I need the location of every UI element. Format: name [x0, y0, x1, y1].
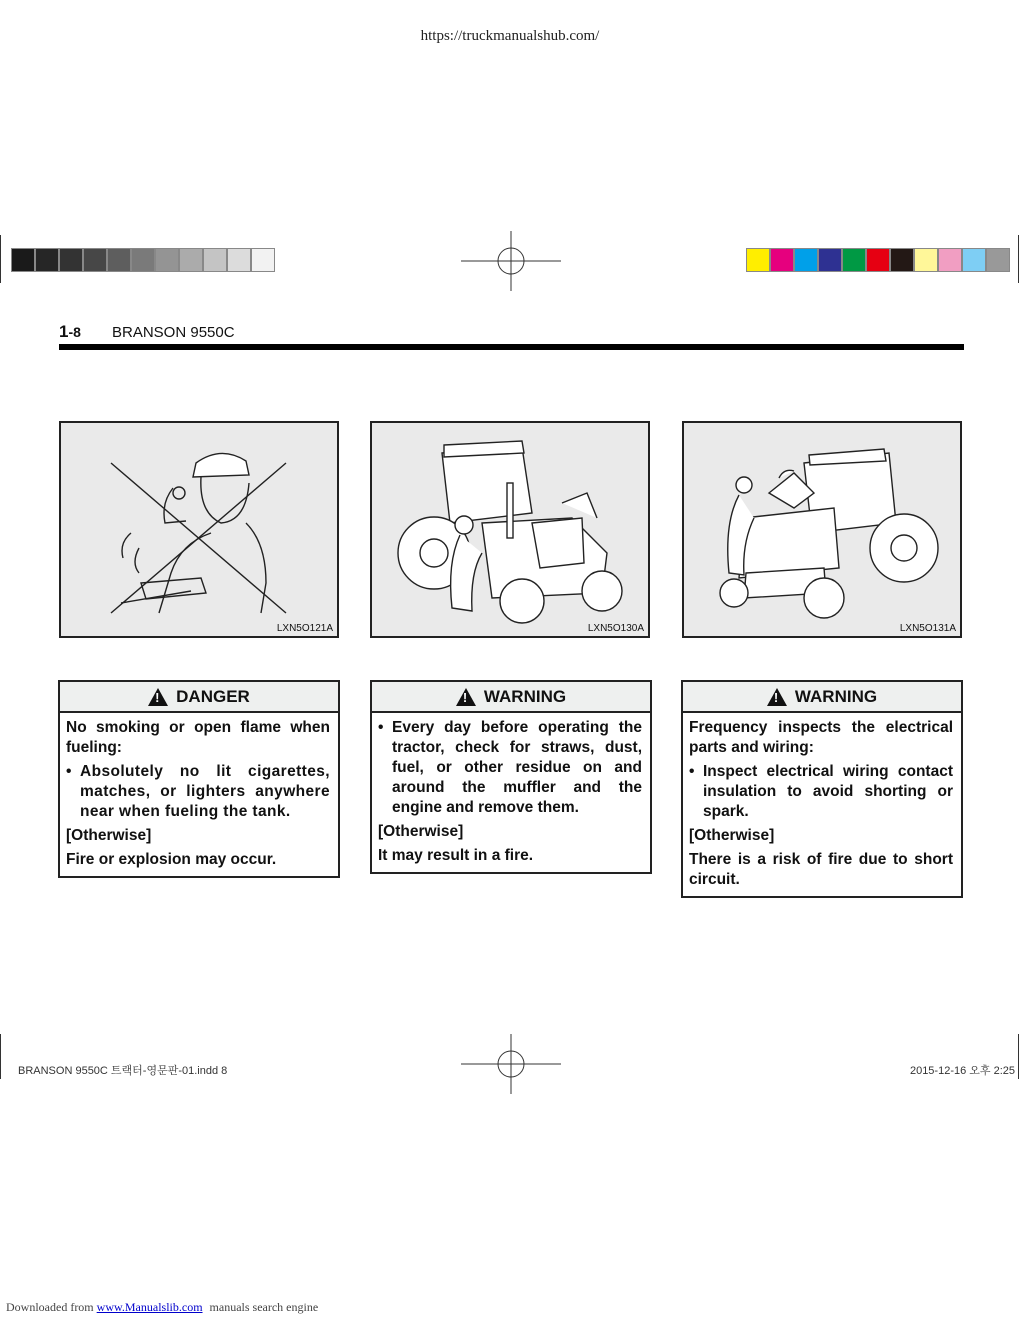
gray-swatch: [131, 248, 155, 272]
notice-result: There is a risk of fire due to short circuit.: [689, 851, 953, 888]
registration-mark-icon: [461, 231, 561, 291]
crop-line-right: [1018, 1034, 1019, 1079]
warning-triangle-icon: [767, 688, 787, 706]
tractor-wiring-illustration-icon: [684, 423, 960, 636]
warning-triangle-icon: [456, 688, 476, 706]
bullet-dot-icon: •: [378, 719, 384, 736]
notice-result: Fire or explosion may occur.: [66, 851, 277, 868]
gray-swatch: [35, 248, 59, 272]
color-swatch: [746, 248, 770, 272]
gray-swatch: [203, 248, 227, 272]
warning-notice-muffler: [370, 680, 652, 874]
manualslib-link[interactable]: www.Manualslib.com: [96, 1300, 203, 1314]
notice-intro: No smoking or open flame when fueling:: [66, 719, 330, 756]
figure-code: LXN5O130A: [587, 623, 644, 634]
danger-notice: [58, 680, 340, 878]
notice-header: [683, 682, 961, 713]
warning-triangle-icon: [148, 688, 168, 706]
color-swatch: [986, 248, 1010, 272]
figure-code: LXN5O121A: [276, 623, 333, 634]
notice-otherwise: [Otherwise]: [66, 827, 152, 844]
header-rule: [59, 344, 964, 350]
color-bar: [746, 248, 1010, 272]
grayscale-bar: [11, 248, 275, 272]
gray-swatch: [83, 248, 107, 272]
figure-wiring-inspection: [682, 421, 962, 638]
notice-label: WARNING: [794, 686, 878, 706]
color-swatch: [890, 248, 914, 272]
crop-line-left: [0, 1034, 1, 1079]
color-swatch: [818, 248, 842, 272]
figure-code: LXN5O131A: [899, 623, 956, 634]
gray-swatch: [107, 248, 131, 272]
color-swatch: [794, 248, 818, 272]
page-title: BRANSON 9550C: [112, 324, 235, 341]
figure-no-smoking: [59, 421, 339, 638]
figure-muffler-check: [370, 421, 650, 638]
gray-swatch: [251, 248, 275, 272]
color-swatch: [938, 248, 962, 272]
color-swatch: [770, 248, 794, 272]
notice-header: [372, 682, 650, 713]
gray-swatch: [59, 248, 83, 272]
notice-label: DANGER: [176, 686, 250, 706]
tractor-muffler-illustration-icon: [372, 423, 648, 636]
notice-label: WARNING: [483, 686, 567, 706]
notice-bullet: • Inspect electrical wiring contact insulation to avoid shorting or spark.: [689, 763, 953, 820]
warning-notice-wiring: [681, 680, 963, 898]
bullet-dot-icon: •: [66, 763, 72, 780]
notice-bullet: • Every day before operating the tractor, check for straws, dust, fuel, or other residue on and around the muffler and the engine and remove them.: [378, 719, 642, 816]
notice-otherwise: [Otherwise]: [689, 827, 775, 844]
crop-line-right: [1018, 235, 1019, 283]
download-note: Downloaded from www.Manualslib.com manuals search engine: [6, 1300, 319, 1314]
gray-swatch: [11, 248, 35, 272]
notice-otherwise: [Otherwise]: [378, 823, 464, 840]
gray-swatch: [227, 248, 251, 272]
notice-bullet: • Absolutely no lit cigarettes, matches, or lighters anywhere near when fueling the tank.: [66, 763, 330, 820]
footer-timestamp: 2015-12-16 오후 2:25: [909, 1065, 1015, 1077]
gray-swatch: [179, 248, 203, 272]
color-swatch: [842, 248, 866, 272]
color-swatch: [914, 248, 938, 272]
registration-mark-icon: [461, 1034, 561, 1094]
page-number: 1-8: [59, 322, 81, 341]
no-smoking-illustration-icon: [61, 423, 337, 636]
color-swatch: [866, 248, 890, 272]
top-url[interactable]: https://truckmanualshub.com/: [420, 28, 600, 44]
color-swatch: [962, 248, 986, 272]
notice-result: It may result in a fire.: [378, 847, 534, 864]
bullet-dot-icon: •: [689, 763, 695, 780]
notice-header: [60, 682, 338, 713]
notice-intro: Frequency inspects the electrical parts and wiring:: [689, 719, 953, 756]
gray-swatch: [155, 248, 179, 272]
crop-line-left: [0, 235, 1, 283]
footer-file-info: BRANSON 9550C 트랙터-영문판-01.indd 8: [18, 1065, 228, 1077]
